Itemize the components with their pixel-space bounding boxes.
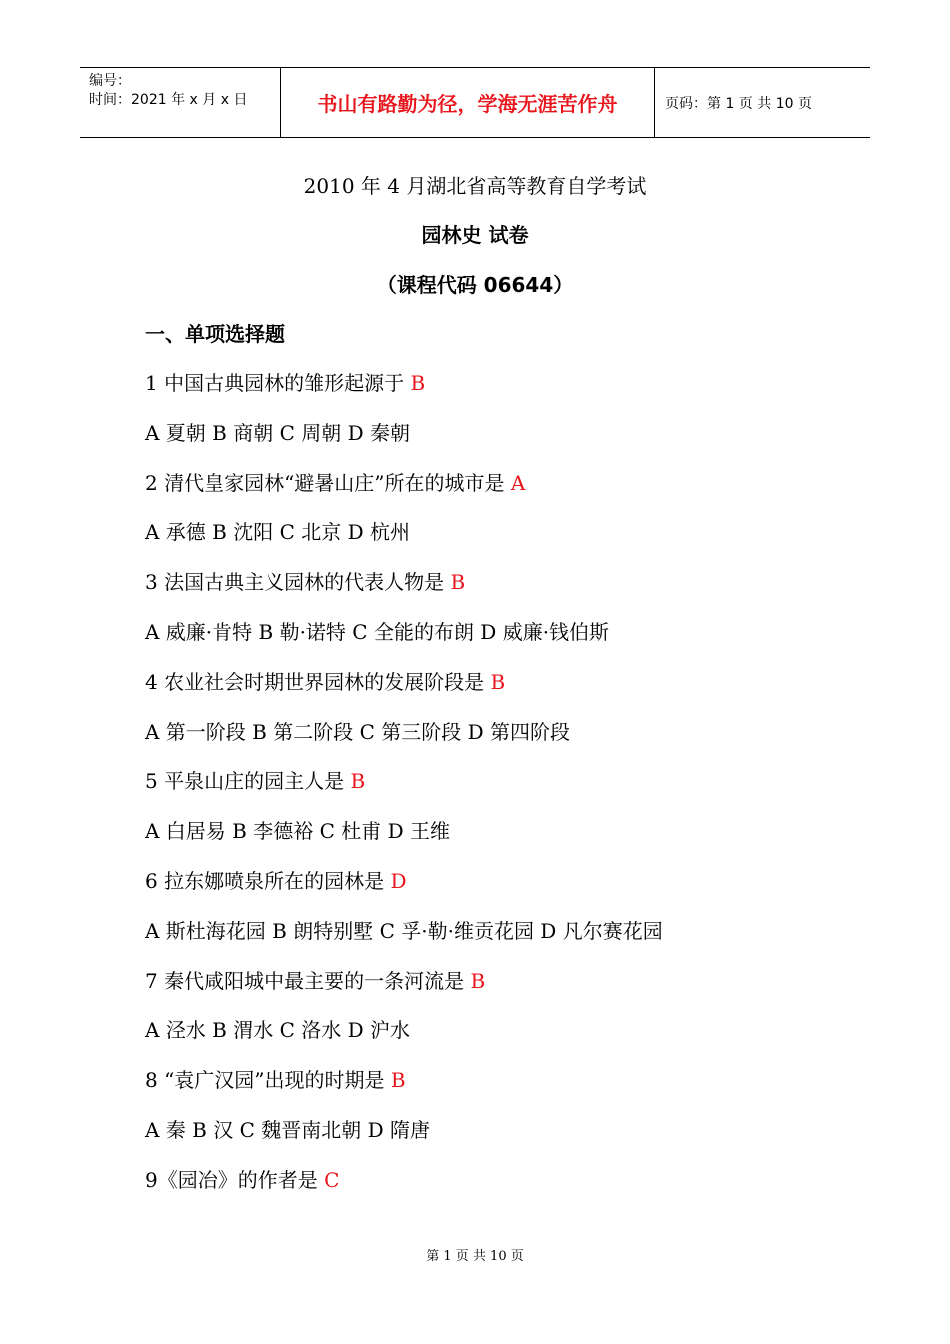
question-text: 6 拉东娜喷泉所在的园林是: [145, 868, 391, 893]
time-label: 时间：2021 年 x 月 x 日: [89, 92, 248, 108]
question-text: 2 清代皇家园林“避暑山庄”所在的城市是: [145, 470, 511, 495]
question-5: [145, 766, 865, 816]
question-text: 7 秦代咸阳城中最主要的一条河流是: [145, 968, 471, 993]
question-7: [145, 966, 865, 1016]
options-6: A 斯杜海花园 B 朗特别墅 C 孚·勒·维贡花园 D 凡尔赛花园: [145, 918, 663, 943]
options-8: A 秦 B 汉 C 魏晋南北朝 D 隋唐: [145, 1117, 430, 1142]
answer: B: [470, 968, 486, 993]
question-list: [145, 368, 865, 1215]
motto-text: 书山有路勤为径，学海无涯苦作舟: [317, 92, 618, 116]
exam-title: 2010 年 4 月湖北省高等教育自学考试: [303, 174, 647, 198]
question-text: 4 农业社会时期世界园林的发展阶段是: [145, 669, 491, 694]
page-label: 页码：第 1 页 共 10 页: [665, 95, 812, 112]
question-text: 1 中国古典园林的雏形起源于: [145, 371, 411, 395]
question-1: [145, 368, 865, 418]
course-code: （课程代码 06644）: [376, 273, 574, 297]
page-cell: [655, 68, 870, 137]
header-meta-cell: [80, 68, 281, 137]
answer: B: [490, 669, 506, 694]
question-text: 3 法国古典主义园林的代表人物是: [145, 570, 451, 595]
answer: A: [510, 470, 526, 495]
question-9: [145, 1165, 865, 1215]
section-heading: 一、单项选择题: [145, 322, 285, 346]
answer: B: [390, 1068, 406, 1093]
answer: D: [390, 868, 407, 893]
question-text: 5 平泉山庄的园主人是: [145, 769, 351, 794]
options-5: A 白居易 B 李德裕 C 杜甫 D 王维: [145, 819, 450, 844]
motto-cell: [281, 68, 655, 137]
page-footer: 第 1 页 共 10 页: [426, 1249, 524, 1264]
options-3: A 威廉·肯特 B 勒·诺特 C 全能的布朗 D 威廉·钱伯斯: [145, 619, 610, 644]
question-3: [145, 567, 865, 617]
answer: B: [450, 570, 466, 595]
answer: B: [410, 371, 426, 395]
answer: B: [350, 769, 366, 794]
question-2: [145, 468, 865, 518]
question-4: [145, 667, 865, 717]
options-4: A 第一阶段 B 第二阶段 C 第三阶段 D 第四阶段: [145, 719, 570, 744]
header-table: [80, 67, 870, 138]
subject-title: 园林史 试卷: [421, 223, 529, 247]
number-label: 编号：: [89, 73, 131, 89]
options-7: A 泾水 B 渭水 C 洛水 D 沪水: [145, 1018, 410, 1043]
question-8: [145, 1065, 865, 1115]
options-2: A 承德 B 沈阳 C 北京 D 杭州: [145, 520, 410, 545]
options-1: A 夏朝 B 商朝 C 周朝 D 秦朝: [145, 420, 410, 445]
question-text: 9《园冶》的作者是: [145, 1167, 325, 1192]
question-text: 8 “袁广汉园”出现的时期是: [145, 1068, 391, 1093]
answer: C: [324, 1167, 340, 1192]
question-6: [145, 866, 865, 916]
